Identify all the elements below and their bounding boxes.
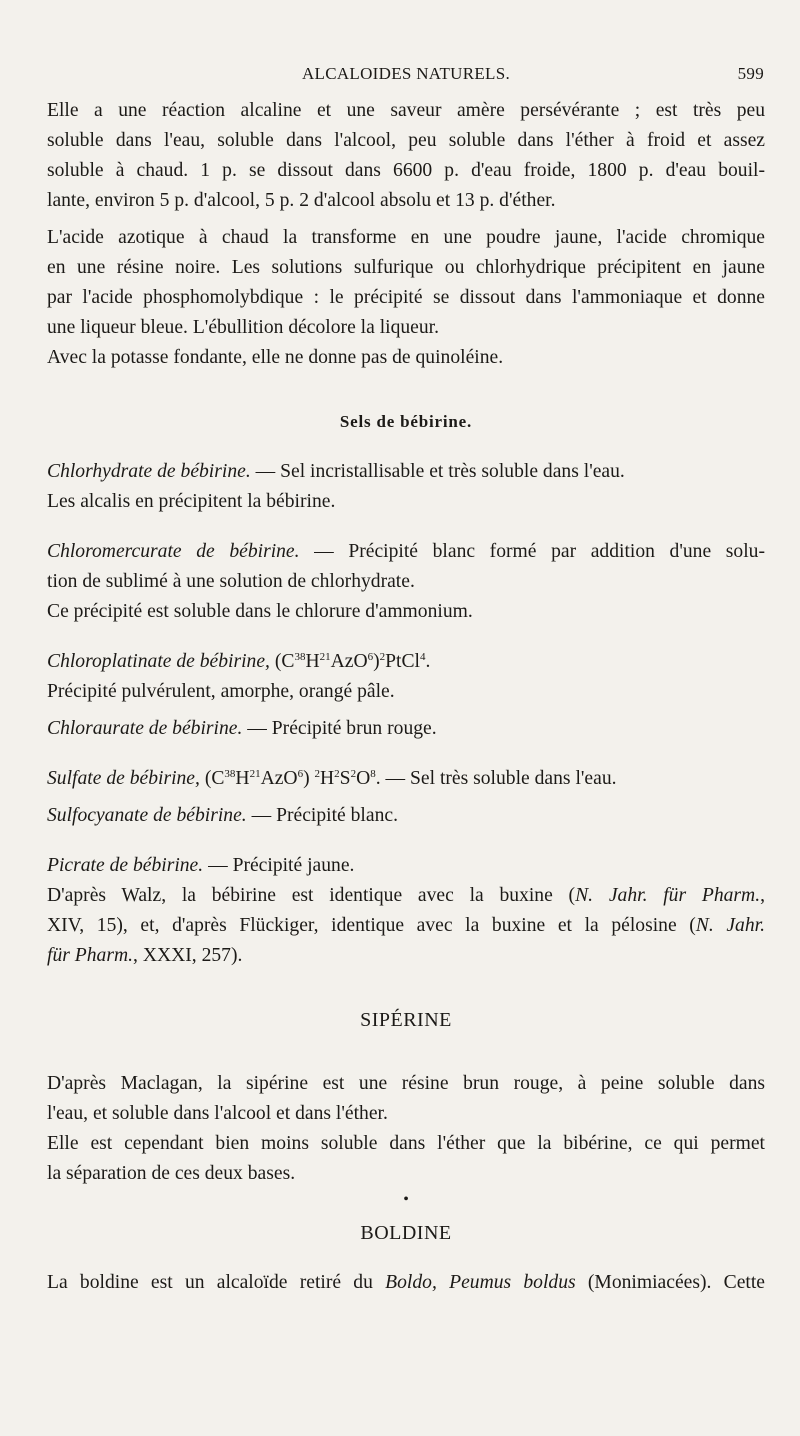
body-text — [47, 96, 765, 1298]
entry-picrate — [47, 851, 765, 971]
entry-chloroplatinate — [47, 647, 765, 707]
section-heading-salts: Sels de bébirine. — [339, 412, 473, 431]
paragraph-reactions — [47, 223, 765, 343]
paragraph-solubility — [47, 96, 765, 216]
text-line: Les alcalis en précipitent la bébirine. — [47, 491, 336, 512]
running-title: ALCALOIDES NATURELS. — [301, 64, 511, 83]
entry-chloraurate: Chloraurate de bébirine. — Précipité brun rouge. — [47, 718, 437, 739]
text-line: tion de sublimé à une solution de chlorhydrate. — [47, 571, 415, 592]
text-line: Chloromercurate de bébirine. — Précipité blanc formé par addition d'une solu- — [47, 541, 765, 562]
text-line: Ce précipité est soluble dans le chlorure d'ammonium. — [47, 601, 473, 622]
entry-chlorhydrate — [47, 457, 765, 517]
chemical-formula: $(C^{38}H^{21}AzO^6)^2PtCl^4$. — [274, 651, 431, 672]
text-line: soluble à chaud. 1 p. se dissout dans 6600 p. d'eau froide, 1800 p. d'eau bouil- — [47, 160, 765, 181]
entry-name: Picrate de bébirine. — [47, 855, 204, 876]
text-line: XIV, 15), et, d'après Flückiger, identique avec la buxine et la pélosine (N. Jahr. — [47, 915, 765, 936]
entry-name: Chloromercurate de bébirine. — [47, 541, 300, 562]
text-line: en une résine noire. Les solutions sulfurique ou chlorhydrique précipitent en jaune — [47, 257, 765, 278]
text-line: une liqueur bleue. L'ébullition décolore la liqueur. — [47, 317, 440, 338]
chemical-formula: $(C^{38}H^{21}AzO^6)$ $^2H^2S^2O^8$. — [204, 768, 381, 789]
text-line: Elle est cependant bien moins soluble dans l'éther que la bibérine, ce qui permet — [47, 1133, 765, 1154]
printer-mark: • — [403, 1191, 409, 1208]
text-line — [47, 647, 765, 677]
text-line: Chlorhydrate de bébirine. — Sel incristallisable et très soluble dans l'eau. — [47, 461, 625, 482]
paragraph-siperine — [47, 1069, 765, 1189]
text-line: soluble dans l'eau, soluble dans l'alcool, peu soluble dans l'éther à froid et assez — [47, 130, 765, 151]
running-header — [48, 64, 764, 88]
text-line: Elle a une réaction alcaline et une saveur amère persévérante ; est très peu — [47, 100, 765, 121]
section-title-siperine: SIPÉRINE — [360, 1009, 452, 1031]
paragraph-boldine: La boldine est un alcaloïde retiré du Boldo, Peumus boldus (Monimiacées). Cette — [47, 1272, 765, 1293]
text-line: D'après Maclagan, la sipérine est une résine brun rouge, à peine soluble dans — [47, 1073, 765, 1094]
entry-name: Sulfocyanate de bébirine. — [47, 805, 247, 826]
paragraph-potasse: Avec la potasse fondante, elle ne donne pas de quinoléine. — [47, 347, 504, 368]
entry-sulfate: Sulfate de bébirine, $(C^{38}H^{21}AzO^6)$ $^2H^2S^2O^8$. — Sel très soluble dans l'eau. — [47, 768, 617, 789]
page-number: 599 — [737, 64, 764, 83]
entry-name: Chloraurate de bébirine. — [47, 718, 243, 739]
entry-name: Chloroplatinate de bébirine, — [47, 651, 270, 672]
entry-name: Chlorhydrate de bébirine. — [47, 461, 251, 482]
entry-sulfocyanate: Sulfocyanate de bébirine. — Précipité blanc. — [47, 805, 398, 826]
text-line: D'après Walz, la bébirine est identique avec la buxine (N. Jahr. für Pharm., — [47, 885, 765, 906]
text-line: par l'acide phosphomolybdique : le précipité se dissout dans l'ammoniaque et donne — [47, 287, 765, 308]
text-line: für Pharm., XXXI, 257). — [47, 945, 243, 966]
text-line: la séparation de ces deux bases. — [47, 1163, 296, 1184]
text-line: L'acide azotique à chaud la transforme en une poudre jaune, l'acide chromique — [47, 227, 765, 248]
text-line: Picrate de bébirine. — Précipité jaune. — [47, 855, 355, 876]
entry-name: Sulfate de bébirine, — [47, 768, 200, 789]
text-line: Précipité pulvérulent, amorphe, orangé pâle. — [47, 681, 395, 702]
text-line: l'eau, et soluble dans l'alcool et dans l'éther. — [47, 1103, 388, 1124]
entry-chloromercurate — [47, 537, 765, 627]
section-title-boldine: BOLDINE — [360, 1222, 452, 1244]
text-line: lante, environ 5 p. d'alcool, 5 p. 2 d'alcool absolu et 13 p. d'éther. — [47, 190, 556, 211]
